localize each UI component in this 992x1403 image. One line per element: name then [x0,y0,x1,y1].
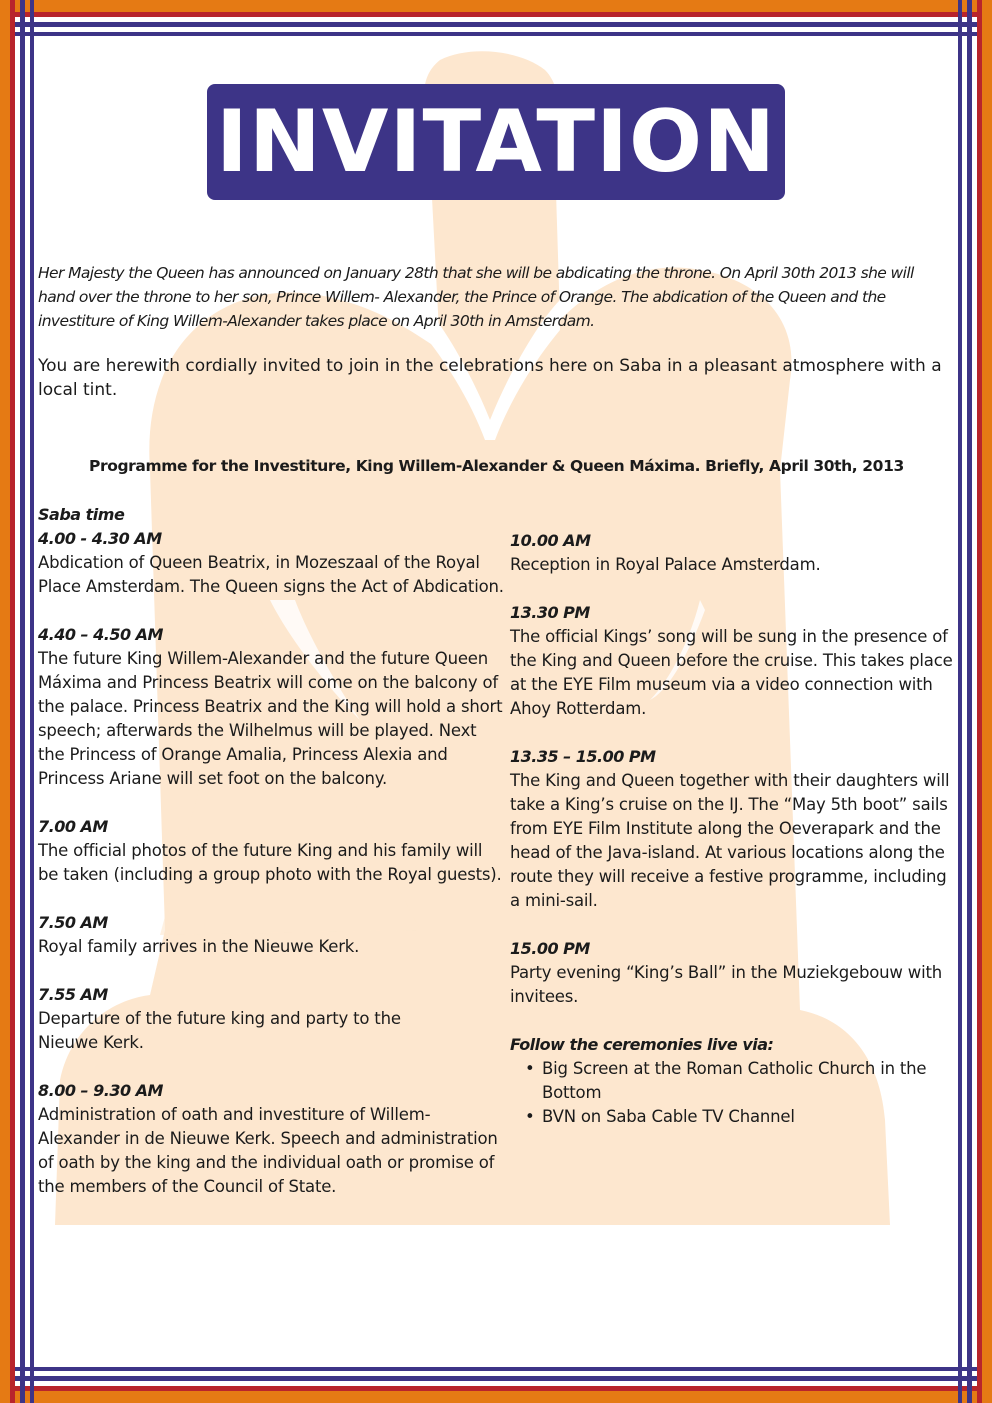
schedule-entry [510,937,956,1009]
schedule-entry [38,815,506,887]
schedule-right-column [510,529,956,1129]
border-top-orange [0,0,992,12]
border-right-purple-2 [958,0,962,1403]
saba-time-label: Saba time [38,505,125,524]
page-title: INVITATION [215,92,777,192]
border-left-purple [20,0,25,1403]
entry-description: Party evening “King’s Ball” in the Muziekgebouw with invitees. [510,963,942,1006]
border-left-red [10,0,15,1403]
schedule-entry [510,745,956,913]
entry-description: Departure of the future king and party to the Nieuwe Kerk. [38,1009,401,1052]
schedule-entry [38,623,506,791]
entry-description: Reception in Royal Palace Amsterdam. [510,555,821,574]
schedule-entry [38,1079,506,1199]
entry-time: 7.55 AM [38,985,108,1004]
entry-description: Royal family arrives in the Nieuwe Kerk. [38,937,360,956]
title-banner [207,84,785,200]
schedule-entry [38,911,506,959]
entry-description: The future King Willem-Alexander and the future Queen Máxima and Princess Beatrix will come on the balcony of the palace. Princess Beatrix and the King will hold a short speech; afterwards the Wilhelmus will be played. Next the Princess of Orange Amalia, Princess Alexia and Princess Ariane will set foot on the balcony. [38,649,503,788]
entry-time: 13.35 – 15.00 PM [510,747,656,766]
schedule-left-column [38,503,506,1223]
follow-ceremonies-label: Follow the ceremonies live via: [510,1035,774,1054]
schedule-entry [510,529,956,577]
entry-description: The King and Queen together with their daughters will take a King’s cruise on the IJ. The “May 5th boot” sails from EYE Film Institute along the Oeverapark and the head of the Java-island. At various locations along the route they will receive a festive programme, including a mini-sail. [510,771,950,910]
programme-heading: Programme for the Investiture, King Willem-Alexander & Queen Máxima. Briefly, April 30th, 2013 [89,457,904,475]
border-right-purple [967,0,972,1403]
entry-time: 4.00 - 4.30 AM [38,529,162,548]
entry-time: 15.00 PM [510,939,590,958]
border-bottom-orange [0,1391,992,1403]
schedule-entry [38,983,418,1055]
entry-time: 4.40 – 4.50 AM [38,625,163,644]
entry-time: 7.50 AM [38,913,108,932]
entry-time: 13.30 PM [510,603,590,622]
entry-time: 7.00 AM [38,817,108,836]
entry-time: 8.00 – 9.30 AM [38,1081,163,1100]
border-top-purple [0,22,992,27]
invitation-paragraph: You are herewith cordially invited to join in the celebrations here on Saba in a pleasant atmosphere with a local tint. [38,356,942,400]
entry-time: 10.00 AM [510,531,591,550]
border-left-orange [0,0,10,1403]
entry-description: Abdication of Queen Beatrix, in Mozeszaal of the Royal Place Amsterdam. The Queen signs the Act of Abdication. [38,553,504,596]
border-bottom-purple [0,1367,992,1371]
list-item: • Big Screen at the Roman Catholic Church in the Bottom [542,1057,956,1105]
border-top-red [0,12,992,17]
border-bottom-purple-2 [0,1376,992,1381]
schedule-entry [38,527,506,599]
entry-description: The official photos of the future King and his family will be taken (including a group photo with the Royal guests). [38,841,502,884]
entry-description: Administration of oath and investiture of Willem-Alexander in de Nieuwe Kerk. Speech and administration of oath by the king and the individual oath or promise of the members of the Council of State. [38,1105,498,1196]
schedule-entry [510,601,956,721]
border-top-purple-2 [0,32,992,36]
follow-list [510,1057,956,1129]
list-item: • BVN on Saba Cable TV Channel [542,1105,956,1129]
border-right-orange [982,0,992,1403]
intro-paragraph: Her Majesty the Queen has announced on January 28th that she will be abdicating the throne. On April 30th 2013 she will hand over the throne to her son, Prince Willem- Alexander, the Prince of Orange. The abdication of the Queen and the investiture of King Willem-Alexander takes place on April 30th in Amsterdam. [38,264,914,330]
entry-description: The official Kings’ song will be sung in the presence of the King and Queen before the cruise. This takes place at the EYE Film museum via a video connection with Ahoy Rotterdam. [510,627,953,718]
border-left-purple-2 [30,0,34,1403]
